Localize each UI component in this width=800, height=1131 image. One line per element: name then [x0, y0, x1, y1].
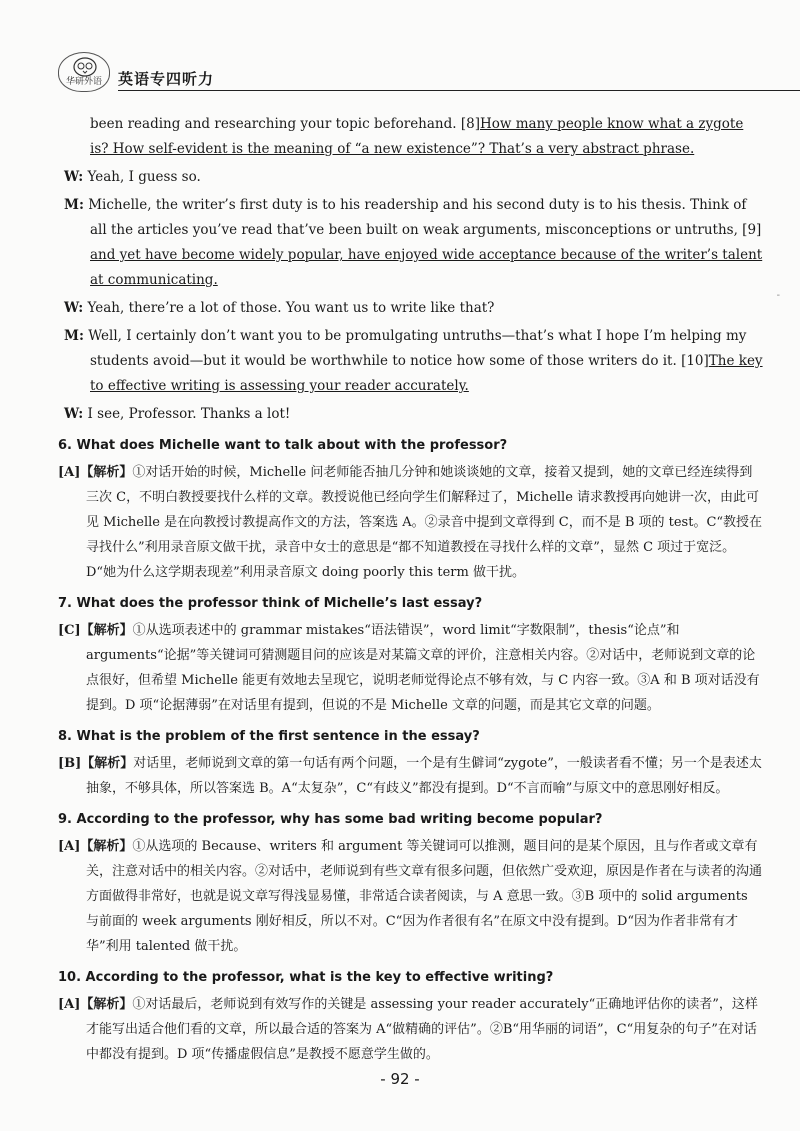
- speaker-label: M:: [64, 328, 84, 344]
- question-heading: 6. What does Michelle want to talk about with the professor?: [58, 438, 508, 453]
- page-number: - 92 -: [380, 1070, 420, 1088]
- explanation-text: ①对话开始的时候，Michelle 问老师能否抽几分钟和她谈谈她的文章，接着又提到，她的文章已经连续得到三次 C，不明白教授要找什么样的文章。教授说他已经向学生们解释过了，Michelle 请求教授再向她讲一次，由此可见 Michelle 是在向教授讨教提高作文的方法，答案选 A。②录音中提到文章得到 C，而不是 B 项的 test。C“教授在寻找什么”利用录音原文做干扰，录音中女士的意思是“都不知道教授在寻找什么样的文章”，显然 C 项过于宽泛。D“她为什么这学期表现差”利用录音原文 doing poorly this term 做干扰。: [86, 465, 763, 580]
- explanation-text: ①对话最后，老师说到有效写作的关键是 assessing your reader accurately“正确地评估你的读者”，这样才能写出适合他们看的文章，所以最合适的答案为 A“做精确的评估”。②B“用华丽的词语”，C“用复杂的句子”在对话中都没有提到。D 项“传播虚假信息”是教授不愿意学生做的。: [86, 997, 758, 1062]
- answer-explanation: [58, 834, 764, 959]
- question-heading: 9. According to the professor, why has some bad writing become popular?: [58, 812, 603, 827]
- explanation-text: ①从选项表述中的 grammar mistakes“语法错误”，word limit“字数限制”，thesis“论点”和 arguments“论据”等关键词可猜测题目问的应该是对某篇文章的评价，注意相关内容。②对话中，老师说到文章的论点很好，但希望 Michelle 能更有效地去呈现它，说明老师觉得论点不够有效，与 C 内容一致。③A 和 B 项对话没有提到。D 项“论据薄弱”在对话里有提到，但说的不是 Michelle 文章的问题，而是其它文章的问题。: [86, 623, 760, 713]
- margin-mark: -: [776, 290, 780, 301]
- dialogue-text: Yeah, I guess so.: [87, 169, 201, 185]
- speaker-label: W:: [64, 169, 84, 185]
- speaker-label: W:: [64, 406, 84, 422]
- answer-tag: [B]【解析】: [58, 756, 134, 771]
- question-heading: 7. What does the professor think of Michelle’s last essay?: [58, 596, 483, 611]
- speaker-label: W:: [64, 300, 84, 316]
- owl-icon: [71, 55, 99, 77]
- answer-explanation: [58, 992, 764, 1067]
- explanation-text: 对话里，老师说到文章的第一句话有两个问题，一个是有生僻词“zygote”，一般读者看不懂；另一个是表述太抽象，不够具体，所以答案选 B。A“太复杂”，C“有歧义”都没有提到。D“不言而喻”与原文中的意思刚好相反。: [86, 756, 762, 796]
- explanation-text: ①从选项的 Because、writers 和 argument 等关键词可以推测，题目问的是某个原因，且与作者或文章有关，注意对话中的相关内容。②对话中，老师说到有些文章有很多问题，但依然广受欢迎，原因是作者在与读者的沟通方面做得非常好，也就是说文章写得浅显易懂，非常适合读者阅读，与 A 意思一致。③B 项中的 solid arguments 与前面的 week arguments 刚好相反，所以不对。C“因为作者很有名”在原文中没有提到。D“因为作者非常有才华”利用 talented 做干扰。: [86, 839, 763, 954]
- speaker-label: M:: [64, 197, 84, 213]
- dialogue-section: [64, 112, 764, 427]
- book-title: 英语专四听力: [118, 70, 215, 88]
- publisher-logo: [58, 52, 110, 92]
- logo-text: 华研外语: [65, 77, 102, 87]
- dialogue-text: Well, I certainly don’t want you to be promulgating untruths—that’s what I hope I’m helping my students avoid—but it would be worthwhile to notice how some of those writers do it. [10]: [88, 328, 747, 369]
- dialogue-text: Yeah, there’re a lot of those. You want us to write like that?: [87, 300, 495, 316]
- question-heading: 10. According to the professor, what is the key to effective writing?: [58, 970, 554, 985]
- answer-tag: [A]【解析】: [58, 839, 133, 854]
- answer-explanation: [58, 751, 764, 801]
- dialogue-line: [64, 193, 764, 293]
- answer-tag: [A]【解析】: [58, 465, 133, 480]
- dialogue-text: Michelle, the writer’s first duty is to his readership and his second duty is to his thesis. Think of all the articles you’ve read that’ve been built on weak arguments, misconceptions or untruths, [9]: [88, 197, 762, 238]
- answer-explanation: [58, 618, 764, 718]
- page-header: [58, 52, 778, 94]
- dialogue-text: been reading and researching your topic beforehand. [8]: [90, 116, 480, 132]
- answer-key-underline: The key to effective writing is assessing your reader accurately.: [90, 353, 763, 394]
- dialogue-line: [64, 296, 764, 321]
- header-divider: [118, 90, 800, 91]
- questions-section: [58, 433, 764, 1067]
- question-heading: 8. What is the problem of the first sentence in the essay?: [58, 729, 480, 744]
- dialogue-line: [64, 402, 764, 427]
- dialogue-line: [64, 165, 764, 190]
- dialogue-line: [64, 112, 764, 162]
- answer-key-underline: and yet have become widely popular, have enjoyed wide acceptance because of the writer’s talent at communicating.: [90, 247, 763, 288]
- answer-tag: [C]【解析】: [58, 623, 133, 638]
- page-content: [58, 112, 764, 1071]
- dialogue-line: [64, 324, 764, 399]
- dialogue-text: I see, Professor. Thanks a lot!: [87, 406, 291, 422]
- answer-tag: [A]【解析】: [58, 997, 133, 1012]
- answer-key-underline: How many people know what a zygote is? How self-evident is the meaning of “a new existence”? That’s a very abstract phrase.: [90, 116, 744, 157]
- answer-explanation: [58, 460, 764, 585]
